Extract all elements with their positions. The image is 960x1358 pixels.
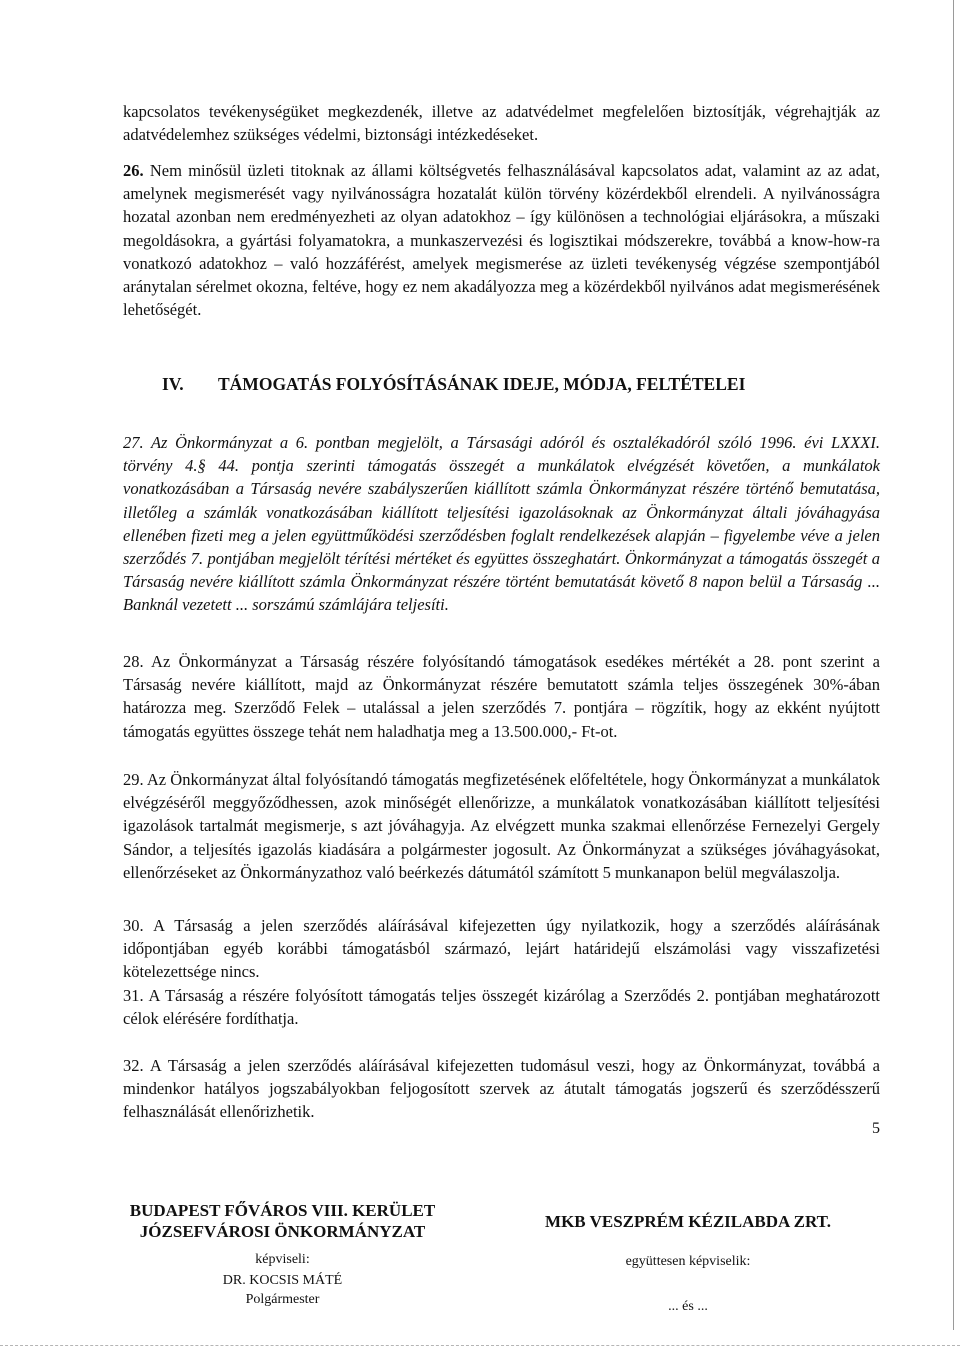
paragraph-32: 32. A Társaság a jelen szerződés aláírásával kifejezetten tudomásul veszi, hogy az Önkormányzat, továbbá a mindenkor hatályos jogszabályokban feljogosított szervek az átutalt támogatás jogszerű és szerződésszerű felhasználását ellenőrizhetik. [123,1056,880,1122]
municipality-name-line1: BUDAPEST FŐVÁROS VIII. KERÜLET [129,1201,436,1220]
paragraph-26-text: Nem minősül üzleti titoknak az állami költségvetés felhasználásával kapcsolatos adat, valamint az az adat, amelynek megismerését vagy nyilvánosságra hozatalát külön törvény közérdekből elrendeli. A nyilvánosságra hozatal azonban nem eredményezheti az olyan adatokhoz – így különösen a technológiai eljárásokra, a műszaki megoldásokra, a gyártási folyamatokra, a munkaszervezési és logisztikai módszerekre, továbbá a know-how-ra vonatkozó adatokhoz – való hozzáférést, amelyek megismerése az üzleti tevékenység végzése szempontjából aránytalan sérelmet okozna, feltéve, hogy ez nem akadályozza meg a közérdekből nyilvános adat megismerésének lehetőségét. [123,161,881,320]
represented-by-label: képviseli: [255,1252,310,1267]
paragraph-30: 30. A Társaság a jelen szerződés aláírásával kifejezetten úgy nyilatkozik, hogy a szerződés aláírásának időpontjában egyéb korábbi támogatásból származó, lejárt határidejű elszámolási vagy visszafizetési kötelezettsége nincs. [123,916,880,982]
signature-block-company [508,1211,868,1315]
page-number: 5 [872,1120,880,1137]
paragraph-26-number: 26. [123,161,144,180]
jointly-represented-label: együttesen képviselik: [625,1254,751,1269]
company-name: MKB VESZPRÉM KÉZILABDA ZRT. [545,1212,831,1231]
paragraph-31: 31. A Társaság a részére folyósított támogatás teljes összegét kizárólag a Szerződés 2. pontjában meghatározott célok elérésére fordíthatja. [123,986,880,1029]
paragraph-28: 28. Az Önkormányzat a Társaság részére folyósítandó támogatások esedékes mértékét a 28. pont szerint a Társaság nevére kiállított, majd az Önkormányzat részére bemutatott számla teljes összegének 30%-ában határozza meg. Szerződő Felek – utalással a jelen szerződés 7. pontjára – rögzítik, hogy az ekként nyújtott támogatás együttes összege tehát nem haladhatja meg a 13.500.000,- Ft-ot. [123,652,880,741]
signatory-name: DR. KOCSIS MÁTÉ [222,1273,343,1288]
section-number: IV. [162,374,184,394]
paragraph-26 [123,159,880,321]
paragraph-continued: kapcsolatos tevékenységüket megkezdenék, illetve az adatvédelmet megfelelően biztosítják, végrehajtják az adatvédelemhez szükséges védelmi, biztonsági intézkedéseket. [123,102,880,145]
signatory-placeholders: ... és ... [668,1299,708,1314]
section-heading [162,374,882,395]
signature-block-municipality [110,1200,455,1309]
section-title: TÁMOGATÁS FOLYÓSÍTÁSÁNAK IDEJE, MÓDJA, FELTÉTELEI [218,374,746,394]
paragraph-29: 29. Az Önkormányzat által folyósítandó támogatás megfizetésének előfeltétele, hogy Önkormányzat a munkálatok elvégzéséről meggyőződhessen, azok minőségét ellenőrizze, a munkálatok vonatkozásában kiállított teljesítési igazolások tartalmát megismerje, s azt jóváhagyja. Az elvégzett munka szakmai ellenőrzése Fernezelyi Gergely Sándor, a teljesítés igazolás kiadására a polgármester jogosult. Az Önkormányzat a szükséges jóváhagyásokat, ellenőrzéseket az Önkormányzathoz való beérkezés dátumától számított 5 munkanapon belül megválaszolja. [123,770,880,882]
paragraph-27: 27. Az Önkormányzat a 6. pontban megjelölt, a Társasági adóról és osztalékadóról szóló 1996. évi LXXXI. törvény 4.§ 44. pontja szerinti támogatás összegét a munkálatok elvégzését követően, a munkálatok vonatkozásában a Társaság nevére szabályszerűen kiállított számla Önkormányzat részére történő bemutatása, illetőleg a számlák vonatkozásában kiállított teljesítési igazolásoknak az Önkormányzat általi jóváhagyása ellenében fizeti meg a jelen együttműködési szerződésben foglalt rendelkezések alapján – figyelembe véve a jelen szerződés 7. pontjában megjelölt térítési mértéket és együttes összeghatárt. Önkormányzat a támogatás összegét a Társaság nevére kiállított számla Önkormányzat részére történt bemutatását követő 8 napon belül a Társaság ... Banknál vezetett ... sorszámú számlájára teljesíti. [123,433,880,615]
signatory-title: Polgármester [245,1292,320,1307]
municipality-name-line2: JÓZSEFVÁROSI ÖNKORMÁNYZAT [139,1222,426,1241]
scan-bottom-edge [0,1345,960,1346]
scan-edge-line [953,0,954,1330]
